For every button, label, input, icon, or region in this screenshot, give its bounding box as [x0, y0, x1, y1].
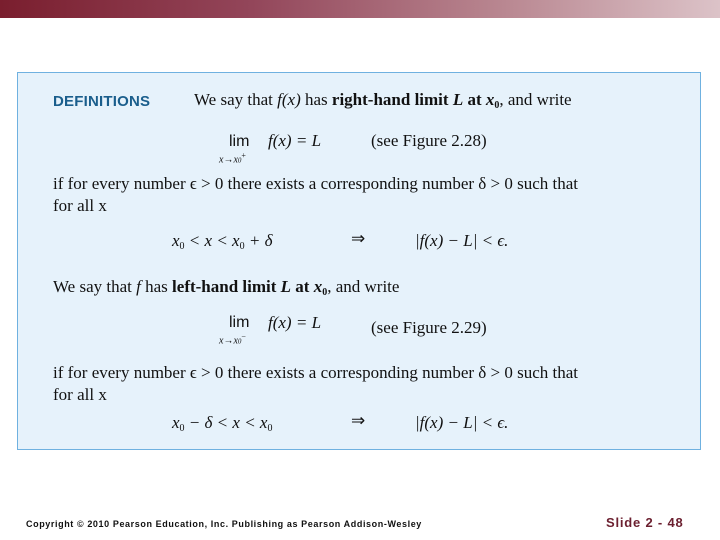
condition-line: for all x: [53, 385, 107, 404]
lim-sub-zero: 0: [237, 337, 242, 346]
condition-line: if for every number ϵ > 0 there exists a corresponding number δ > 0 such that: [53, 174, 579, 193]
lim-sub-text: x→x: [219, 154, 238, 166]
intro-text: has: [300, 90, 332, 109]
lim-expression: f(x) = L: [268, 313, 322, 332]
term-text: at: [291, 277, 314, 296]
intro-text: , and write: [327, 277, 400, 296]
top-gradient-band: [0, 0, 720, 18]
lim-word: lim: [229, 314, 250, 331]
term-text: right-hand limit: [331, 90, 453, 109]
implies-arrow: ⇒: [351, 229, 366, 248]
x-symbol: x: [485, 90, 495, 109]
intro-text: , and write: [499, 90, 572, 109]
figure-reference: (see Figure 2.29): [371, 318, 487, 337]
definition-box: [17, 72, 701, 450]
term-text: at: [463, 90, 486, 109]
lim-expression: f(x) = L: [268, 131, 322, 150]
ineq-text: + δ: [244, 231, 273, 250]
L-symbol: L: [280, 277, 292, 296]
subscript: 0: [179, 423, 185, 434]
right-hand-intro: [194, 90, 572, 111]
definitions-heading: DEFINITIONS: [53, 93, 151, 110]
subscript: 0: [239, 241, 245, 252]
lim-subscript: [219, 332, 246, 346]
figure-reference: (see Figure 2.28): [371, 131, 487, 150]
intro-text: has: [140, 277, 173, 296]
L-symbol: L: [452, 90, 464, 109]
condition-line: for all x: [53, 196, 107, 215]
f-symbol: f: [136, 277, 141, 296]
ineq-text: x: [172, 231, 180, 250]
inequality-left: [172, 231, 272, 252]
inequality-left: [172, 413, 272, 434]
implies-arrow: ⇒: [351, 411, 366, 430]
slide-number: Slide 2 - 48: [606, 515, 684, 530]
inequality-right: |f(x) − L| < ϵ.: [415, 231, 509, 250]
ineq-text: − δ < x < x: [184, 413, 268, 432]
x-symbol: x: [313, 277, 323, 296]
ineq-text: < x < x: [184, 231, 240, 250]
lim-sub-text: x→x: [219, 335, 238, 347]
lim-sign: −: [241, 332, 246, 341]
inequality-right: |f(x) − L| < ϵ.: [415, 413, 509, 432]
subscript: 0: [322, 287, 328, 298]
subscript: 0: [179, 241, 185, 252]
intro-text: We say that: [53, 277, 137, 296]
condition-line: if for every number ϵ > 0 there exists a corresponding number δ > 0 such that: [53, 363, 579, 382]
left-hand-intro: [53, 277, 399, 298]
lim-sign: +: [241, 151, 246, 160]
ineq-text: x: [172, 413, 180, 432]
subscript: 0: [267, 423, 273, 434]
intro-text: We say that: [194, 90, 278, 109]
copyright-footer: Copyright © 2010 Pearson Education, Inc. Publishing as Pearson Addison-Wesley: [26, 519, 422, 529]
fx-symbol: f(x): [277, 90, 301, 109]
subscript: 0: [494, 100, 500, 111]
lim-sub-zero: 0: [237, 156, 242, 165]
lim-word: lim: [229, 133, 250, 150]
lim-subscript: [219, 151, 246, 165]
term-text: left-hand limit: [172, 277, 281, 296]
